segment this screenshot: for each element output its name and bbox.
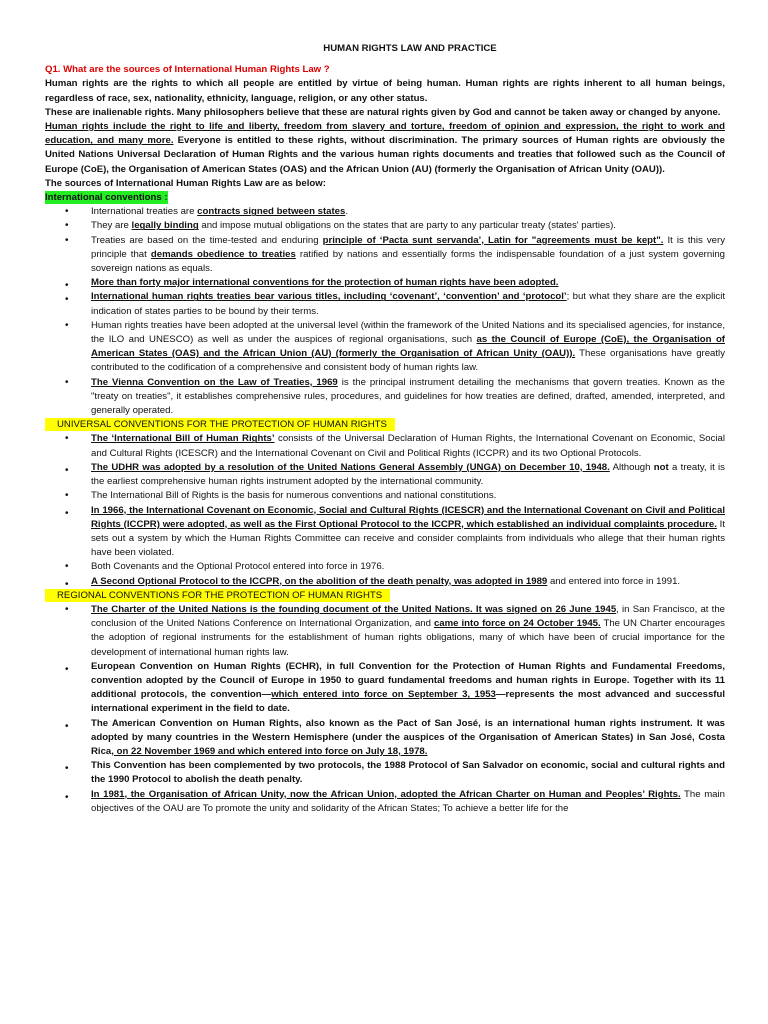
section-1-list — [45, 205, 725, 418]
question-heading: Q1. What are the sources of International Human Rights Law ? — [45, 64, 330, 76]
list-item: • The International Bill of Rights is the basis for numerous conventions and national constitutions. — [91, 489, 725, 503]
list-item: • European Convention on Human Rights (ECHR), in full Convention for the Protection of Human Rights and Fundamental Freedoms, convention adopted by the Council of Europe in 1950 to guard fundamental freedoms and human rights in Europe. Together with its 11 additional protocols, the convention—which entered into force on September 3, 1953—represents the most advanced and successful international experiment in the field to date. — [91, 660, 725, 717]
section-heading-regional-conventions: REGIONAL CONVENTIONS FOR THE PROTECTION OF HUMAN RIGHTS — [45, 589, 390, 602]
section-2-list — [45, 432, 725, 588]
section-heading-universal-conventions: UNIVERSAL CONVENTIONS FOR THE PROTECTION OF HUMAN RIGHTS — [45, 418, 395, 431]
intro-paragraph-2: These are inalienable rights. Many philosophers believe that these are natural rights given by God and cannot be taken away or changed by anyone. — [45, 106, 721, 118]
list-item: • The Charter of the United Nations is the founding document of the United Nations. It was signed on 26 June 1945, in San Francisco, at the conclusion of the United Nations Conference on International Organization, and came into force on 24 October 1945. The UN Charter encourages the adoption of regional instruments for the establishment of human rights obligations, many of which have been of crucial importance for the development of international human rights law. — [91, 603, 725, 660]
list-item: • Human rights treaties have been adopted at the universal level (within the framework of the United Nations and its specialised agencies, for instance, the ILO and UNESCO) as well as under the auspices of regional organisations, such as the Council of Europe (CoE), the Organisation of American States (OAS) and the African Union (AU) (formerly the Organisation of African Unity (OAU)). These organisations have greatly contributed to the codification of a comprehensive and consistent body of human rights law. — [91, 319, 725, 376]
intro-paragraph-1: Human rights are the rights to which all people are entitled by virtue of being human. Human rights are rights inherent to all human beings, regardless of race, sex, nationality, ethnicity, language, religion, or any other status. — [45, 78, 725, 104]
list-item: • Treaties are based on the time-tested and enduring principle of ‘Pacta sunt servanda’, Latin for "agreements must be kept". It is this very principle that demands obedience to treaties ratified by nations and essentially forms the indispensable foundation of a just system governing sovereign nations as equals. — [91, 234, 725, 277]
list-item: • International human rights treaties bear various titles, including ‘covenant’, ‘convention’ and ‘protocol’; but what they share are the explicit indication of states parties to be bound by their terms. — [91, 290, 725, 318]
document-page — [45, 42, 725, 816]
list-item: • In 1966, the International Covenant on Economic, Social and Cultural Rights (ICESCR) and the International Covenant on Civil and Political Rights (ICCPR) were adopted, as well as the First Optional Protocol to the ICCPR, which established an individual complaints procedure. It sets out a system by which the Human Rights Committee can receive and consider complaints from individuals who allege that their human rights have been violated. — [91, 504, 725, 561]
document-title: HUMAN RIGHTS LAW AND PRACTICE — [323, 43, 497, 54]
list-item: • This Convention has been complemented by two protocols, the 1988 Protocol of San Salvador on economic, social and cultural rights and the 1990 Protocol to abolish the death penalty. — [91, 759, 725, 787]
list-item: • More than forty major international conventions for the protection of human rights have been adopted. — [91, 276, 725, 290]
intro-underlined-text: Human rights include the right to life and liberty, freedom from slavery and torture, freedom of opinion and expression, the right to work and education, and many more. — [45, 121, 725, 147]
section-heading-international-conventions: International conventions : — [45, 192, 168, 204]
intro-rest-text: Everyone is entitled to these rights, without discrimination. The primary sources of Human rights are obviously the United Nations Universal Declaration of Human Rights and the various human rights documents and treaties that followed such as the Council of Europe (CoE), the Organisation of American States (OAS) and the African Union (AU) (formerly the Organisation of African Unity (OAU)). — [45, 135, 725, 175]
list-item: • The ‘International Bill of Human Rights’ consists of the Universal Declaration of Human Rights, the International Covenant on Economic, Social and Cultural Rights (ICESCR) and the International Covenant on Civil and Political Rights (ICCPR) and its two Optional Protocols. — [91, 432, 725, 460]
intro-paragraph-4: The sources of International Human Rights Law are as below: — [45, 177, 326, 189]
list-item: • A Second Optional Protocol to the ICCPR, on the abolition of the death penalty, was adopted in 1989 and entered into force in 1991. — [91, 575, 725, 589]
list-item: • The UDHR was adopted by a resolution of the United Nations General Assembly (UNGA) on December 10, 1948. Although not a treaty, it is the earliest comprehensive human rights instrument adopted by the international community. — [91, 461, 725, 489]
list-item: • Both Covenants and the Optional Protocol entered into force in 1976. — [91, 560, 725, 574]
list-item: • The American Convention on Human Rights, also known as the Pact of San José, is an international human rights instrument. It was adopted by many countries in the Western Hemisphere (under the auspices of the Organisation of American States) in San José, Costa Rica, on 22 November 1969 and which entered into force on July 18, 1978. — [91, 717, 725, 760]
list-item: • In 1981, the Organisation of African Unity, now the African Union, adopted the African Charter on Human and Peoples’ Rights. The main objectives of the OAU are To promote the unity and solidarity of the African States; To achieve a better life for the — [91, 788, 725, 816]
list-item: • International treaties are contracts signed between states. — [91, 205, 725, 219]
list-item: • The Vienna Convention on the Law of Treaties, 1969 is the principal instrument detailing the mechanisms that govern treaties. Known as the "treaty on treaties", it establishes comprehensive rules, procedures, and guidelines for how treaties are defined, drafted, amended, interpreted, and generally operated. — [91, 376, 725, 419]
intro-paragraph-3 — [45, 120, 725, 177]
list-item: • They are legally binding and impose mutual obligations on the states that are party to any particular treaty (states' parties). — [91, 219, 725, 233]
section-3-list — [45, 603, 725, 816]
